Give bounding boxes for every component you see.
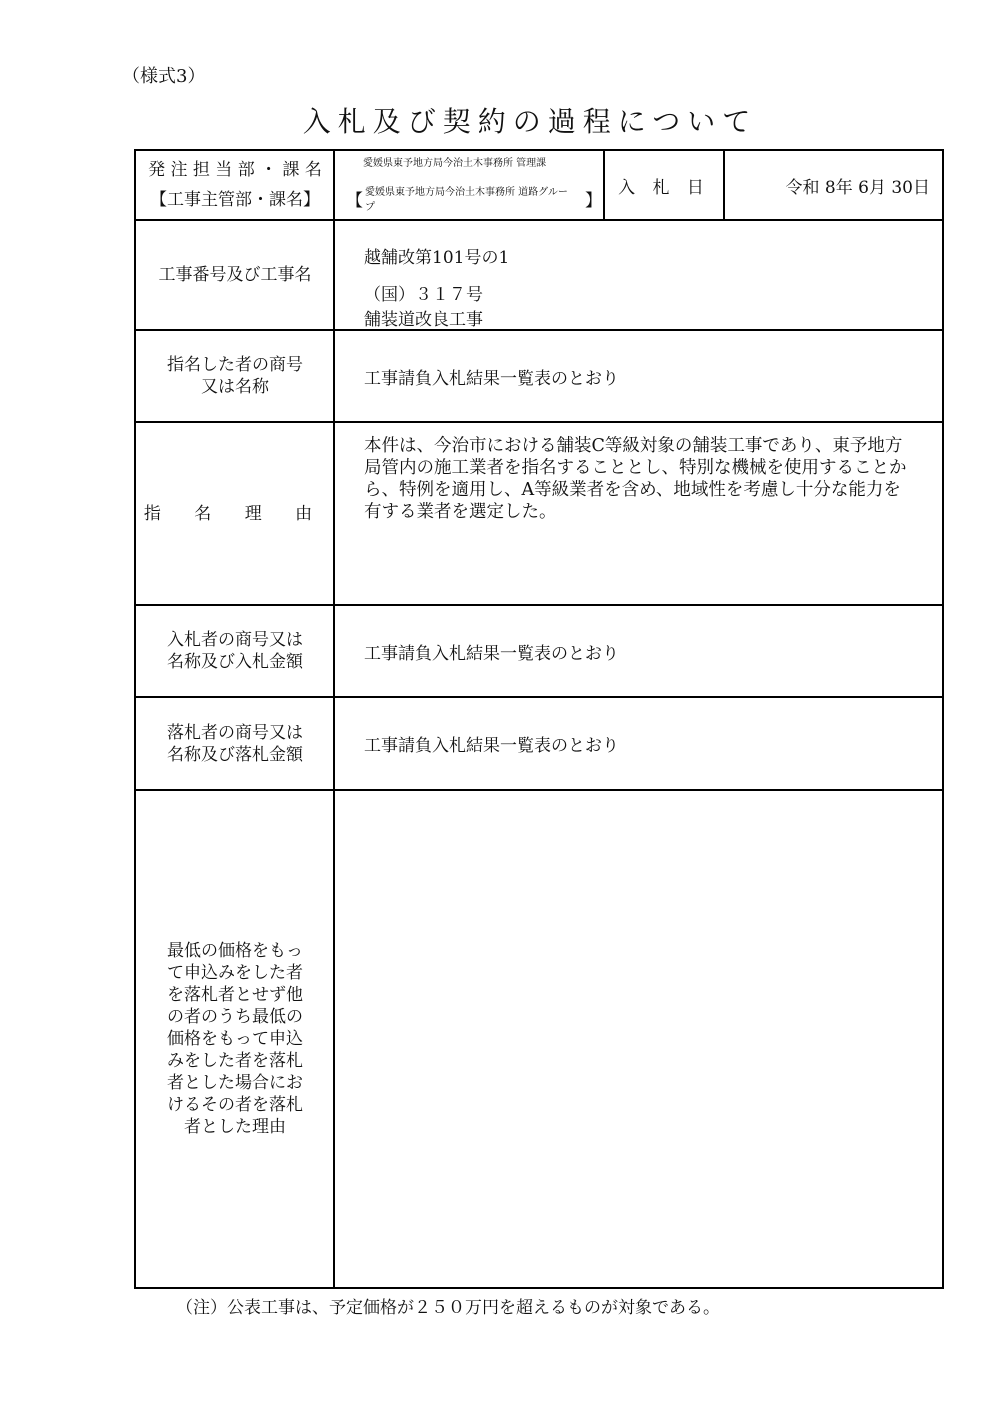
reason-label bbox=[136, 423, 334, 604]
designated-label bbox=[136, 331, 334, 421]
exception-label-line: けるその者を落札 bbox=[167, 1095, 303, 1115]
dept-label-line2: 【工事主管部・課名】 bbox=[150, 190, 320, 210]
winner-label-line2: 名称及び落札金額 bbox=[167, 744, 303, 765]
winner-label-line1: 落札者の商号又は bbox=[167, 722, 303, 743]
exception-label-line: 者とした場合にお bbox=[167, 1073, 303, 1093]
exception-value bbox=[336, 791, 942, 1287]
bracket-open: 【 bbox=[346, 190, 363, 211]
reason-line: 有する業者を選定した。 bbox=[364, 502, 557, 522]
exception-label-line: て申込みをした者 bbox=[167, 963, 303, 983]
exception-label bbox=[136, 791, 334, 1287]
exception-label-line: 者とした理由 bbox=[184, 1117, 286, 1137]
exception-label-line: 最低の価格をもっ bbox=[167, 941, 303, 961]
designated-value-text: 工事請負入札結果一覧表のとおり bbox=[364, 368, 619, 389]
dept-name: 愛媛県東予地方局今治土木事務所 管理課 bbox=[363, 158, 547, 169]
reason-line: ら、特例を適用し、A等級業者を含め、地域性を考慮し十分な能力を bbox=[364, 480, 901, 500]
bid-date-label-text: 入 札 日 bbox=[618, 177, 710, 198]
sub-dept-row bbox=[336, 183, 602, 213]
bidders-value-text: 工事請負入札結果一覧表のとおり bbox=[364, 643, 619, 664]
sub-dept-name: 愛媛県東予地方局今治土木事務所 道路グループ bbox=[365, 187, 568, 213]
reason-value bbox=[364, 435, 942, 523]
bidders-value bbox=[336, 606, 942, 696]
bidders-label bbox=[136, 606, 334, 696]
exception-label-line: みをした者を落札 bbox=[167, 1051, 303, 1071]
work-label-text: 工事番号及び工事名 bbox=[158, 265, 312, 285]
designated-value bbox=[336, 331, 942, 421]
winner-value-text: 工事請負入札結果一覧表のとおり bbox=[364, 736, 619, 756]
footnote: （注）公表工事は、予定価格が２５０万円を超えるものが対象である。 bbox=[176, 1298, 720, 1318]
bracket-close: 】 bbox=[585, 190, 602, 211]
reason-line: 局管内の施工業者を指名することとし、特別な機械を使用することか bbox=[364, 458, 907, 478]
column-divider bbox=[603, 151, 605, 219]
designated-label-line1: 指名した者の商号 bbox=[167, 355, 303, 375]
designated-label-line2: 又は名称 bbox=[201, 377, 269, 397]
bid-date: 令和 8年 6月 30日 bbox=[785, 177, 930, 198]
bidders-label-line2: 名称及び入札金額 bbox=[167, 652, 303, 672]
work-label bbox=[136, 221, 334, 329]
dept-label bbox=[136, 151, 334, 219]
bid-date-value bbox=[726, 151, 942, 219]
exception-label-line: 価格をもって申込 bbox=[167, 1029, 303, 1049]
work-value bbox=[364, 221, 942, 329]
exception-label-line: を落札者とせず他 bbox=[167, 985, 303, 1005]
reason-line: 本件は、今治市における舗装C等級対象の舗装工事であり、東予地方 bbox=[364, 436, 903, 456]
winner-value bbox=[336, 698, 942, 789]
reason-label-text: 指 名 理 由 bbox=[143, 503, 327, 524]
bidders-label-line1: 入札者の商号又は bbox=[167, 630, 303, 650]
column-divider bbox=[723, 151, 725, 219]
dept-label-line1: 発 注 担 当 部 ・ 課 名 bbox=[148, 160, 322, 180]
winner-label bbox=[136, 698, 334, 789]
dept-value bbox=[336, 151, 602, 219]
form-label: （様式3） bbox=[122, 66, 206, 87]
exception-label-line: の者のうち最低の bbox=[167, 1007, 303, 1027]
work-number: 越舗改第101号の1 bbox=[364, 248, 510, 268]
bid-date-label bbox=[606, 151, 722, 219]
document-title: 入札及び契約の過程について bbox=[302, 105, 758, 138]
work-route: （国）３１７号 bbox=[364, 285, 483, 305]
form-table bbox=[134, 149, 944, 1289]
work-name: 舗装道改良工事 bbox=[364, 310, 483, 330]
